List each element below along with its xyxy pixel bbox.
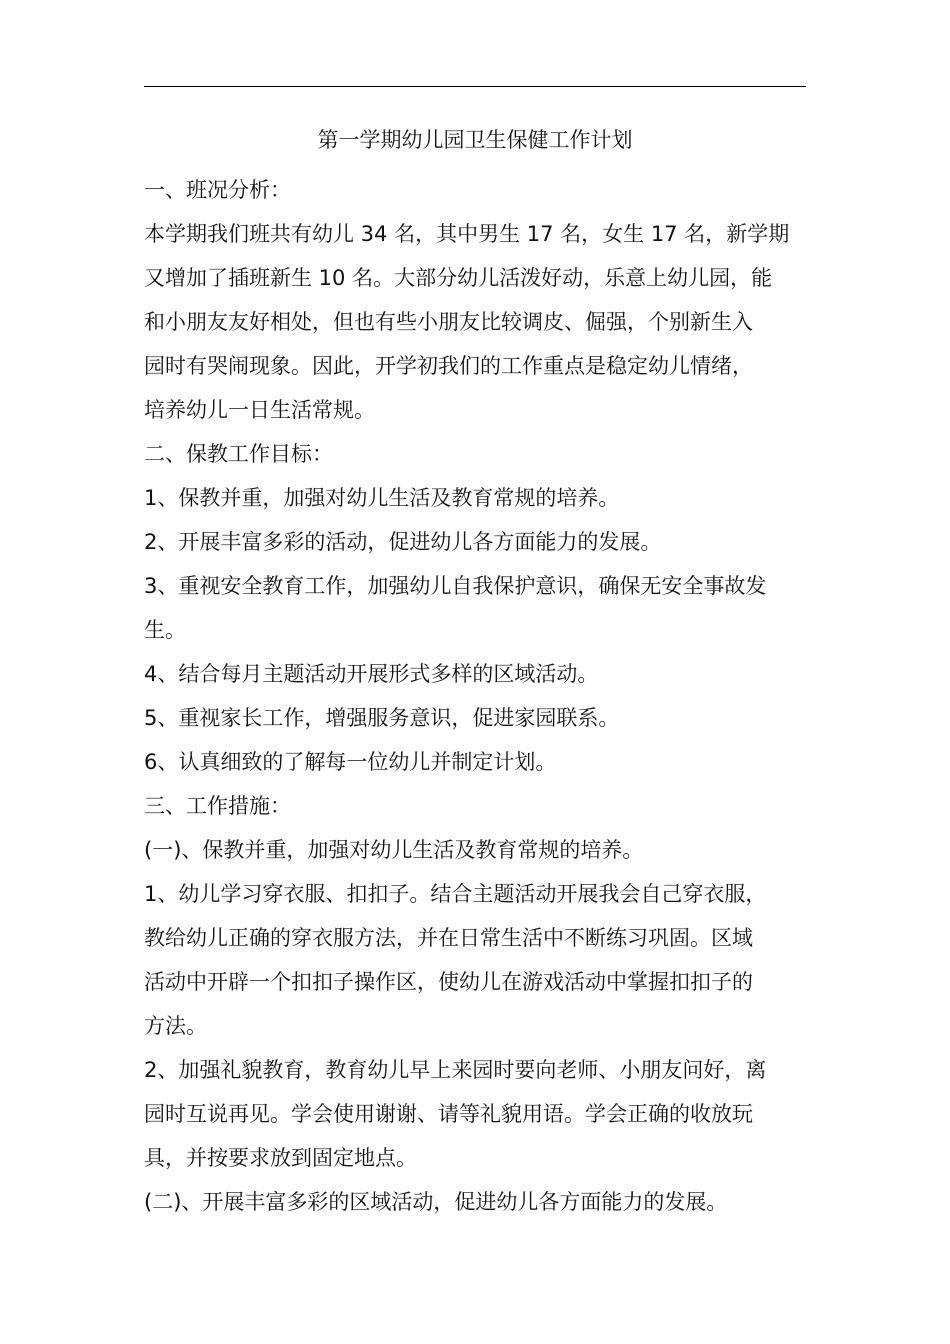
document-title: 第一学期幼儿园卫生保健工作计划 <box>317 128 633 152</box>
section-heading-measures: 三、工作措施： <box>144 794 291 818</box>
goal-item: 3、重视安全教育工作，加强幼儿自我保护意识，确保无安全事故发 <box>144 574 767 598</box>
goal-item: 1、保教并重，加强对幼儿生活及教育常规的培养。 <box>144 486 620 510</box>
paragraph-line: 园时有哭闹现象。因此，开学初我们的工作重点是稳定幼儿情绪， <box>144 354 753 378</box>
goal-item: 5、重视家长工作，增强服务意识，促进家园联系。 <box>144 706 620 730</box>
subsection-heading: (一)、保教并重，加强对幼儿生活及教育常规的培养。 <box>144 838 644 862</box>
goal-item: 4、结合每月主题活动开展形式多样的区域活动。 <box>144 662 599 686</box>
goal-item-continued: 生。 <box>144 618 186 642</box>
paragraph-line: 教给幼儿正确的穿衣服方法，并在日常生活中不断练习巩固。区域 <box>144 926 753 950</box>
paragraph-line: 活动中开辟一个扣扣子操作区，使幼儿在游戏活动中掌握扣扣子的 <box>144 970 753 994</box>
paragraph-line: 又增加了插班新生 10 名。大部分幼儿活泼好动，乐意上幼儿园，能 <box>144 266 773 290</box>
paragraph-line: 和小朋友友好相处，但也有些小朋友比较调皮、倔强，个别新生入 <box>144 310 753 334</box>
subsection-heading: (二)、开展丰富多彩的区域活动，促进幼儿各方面能力的发展。 <box>144 1190 728 1214</box>
goal-item: 2、开展丰富多彩的活动，促进幼儿各方面能力的发展。 <box>144 530 662 554</box>
section-heading-class-analysis: 一、班况分析： <box>144 178 291 202</box>
document-body <box>144 168 812 1224</box>
paragraph-line: 园时互说再见。学会使用谢谢、请等礼貌用语。学会正确的收放玩 <box>144 1102 753 1126</box>
paragraph-line: 本学期我们班共有幼儿 34 名，其中男生 17 名，女生 17 名，新学期 <box>144 222 790 246</box>
paragraph-line: 具，并按要求放到固定地点。 <box>144 1146 417 1170</box>
paragraph-line: 1、幼儿学习穿衣服、扣扣子。结合主题活动开展我会自己穿衣服， <box>144 882 767 906</box>
paragraph-line: 方法。 <box>144 1014 207 1038</box>
section-heading-goals: 二、保教工作目标： <box>144 442 333 466</box>
header-rule <box>144 86 806 87</box>
goal-item: 6、认真细致的了解每一位幼儿并制定计划。 <box>144 750 557 774</box>
paragraph-line: 2、加强礼貌教育，教育幼儿早上来园时要向老师、小朋友问好，离 <box>144 1058 767 1082</box>
paragraph-line: 培养幼儿一日生活常规。 <box>144 398 375 422</box>
